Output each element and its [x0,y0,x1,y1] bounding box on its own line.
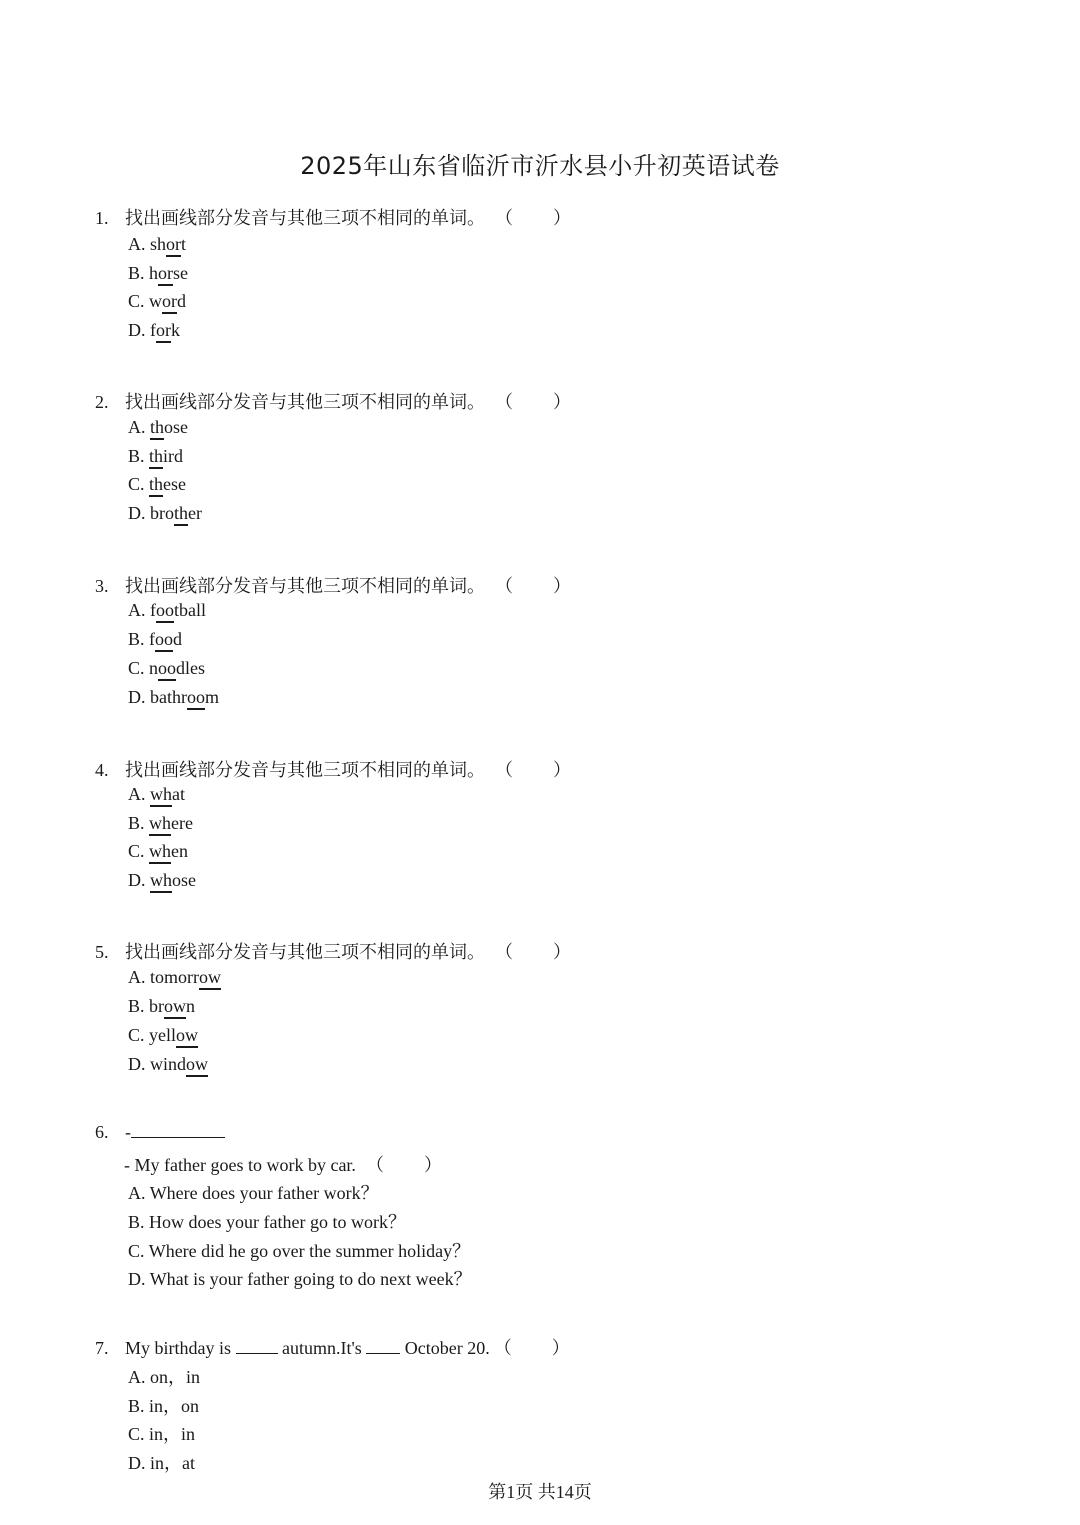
option-2c[interactable]: C. these [128,474,186,495]
option-6b[interactable]: B. How does your father go to work？ [128,1212,406,1232]
option-5c[interactable]: C. yellow [128,1025,198,1046]
option-3a[interactable]: A. football [128,600,206,621]
option-2d[interactable]: D. brother [128,503,202,524]
option-7b[interactable]: B. in，on [128,1396,200,1416]
question-text: 找出画线部分发音与其他三项不相同的单词。 [125,576,485,596]
question-text: 找出画线部分发音与其他三项不相同的单词。 [125,392,485,412]
question-6-stem [95,1122,225,1143]
question-number: 7. [95,1338,109,1358]
question-number: 3. [95,576,109,596]
answer-blank [131,1123,225,1138]
option-7a[interactable]: A. on，in [128,1367,201,1387]
answer-paren: （ ） [493,1338,570,1358]
option-4d[interactable]: D. whose [128,870,196,891]
question-number: 4. [95,760,109,780]
question-text: 找出画线部分发音与其他三项不相同的单词。 [125,208,485,228]
option-6c[interactable]: C. Where did he go over the summer holiday？ [128,1241,471,1261]
question-text: 找出画线部分发音与其他三项不相同的单词。 [125,942,485,962]
question-2-stem [95,388,571,414]
answer-paren: （ ） [495,208,571,228]
question-4-stem [95,756,571,782]
option-1a[interactable]: A. short [128,234,186,255]
option-5d[interactable]: D. window [128,1054,208,1075]
question-number: 1. [95,208,109,228]
option-1c[interactable]: C. word [128,291,186,312]
page-footer: 第1页 共14页 [488,1482,592,1502]
page-title: 2025年山东省临沂市沂水县小升初英语试卷 [300,152,780,180]
question-number: 5. [95,942,109,962]
option-2b[interactable]: B. third [128,446,183,467]
question-number: 6. [95,1122,109,1142]
question-5-stem [95,938,571,964]
option-4c[interactable]: C. when [128,841,188,862]
answer-blank [236,1339,278,1354]
answer-paren: （ ） [365,1155,442,1175]
option-5a[interactable]: A. tomorrow [128,967,221,988]
option-5b[interactable]: B. brown [128,996,195,1017]
option-3d[interactable]: D. bathroom [128,687,219,708]
option-6d[interactable]: D. What is your father going to do next week？ [128,1269,472,1289]
option-7c[interactable]: C. in，in [128,1424,196,1444]
option-1d[interactable]: D. fork [128,320,180,341]
option-4b[interactable]: B. where [128,813,193,834]
option-3c[interactable]: C. noodles [128,658,205,679]
question-text: 找出画线部分发音与其他三项不相同的单词。 [125,760,485,780]
question-1-stem [95,204,571,230]
option-4a[interactable]: A. what [128,784,185,805]
question-7-stem: 7. My birthday is autumn.It's October 20. （ ） [95,1334,570,1360]
option-7d[interactable]: D. in，at [128,1453,195,1473]
option-1b[interactable]: B. horse [128,263,188,284]
dialogue-dash: - [125,1122,131,1142]
answer-blank [366,1339,400,1354]
answer-paren: （ ） [495,760,571,780]
question-3-stem [95,572,571,598]
answer-paren: （ ） [495,942,571,962]
answer-paren: （ ） [495,576,571,596]
option-2a[interactable]: A. those [128,417,188,438]
question-number: 2. [95,392,109,412]
answer-paren: （ ） [495,392,571,412]
dialogue-line: - My father goes to work by car. （ ） [124,1151,442,1177]
option-3b[interactable]: B. food [128,629,182,650]
option-6a[interactable]: A. Where does your father work？ [128,1183,379,1203]
